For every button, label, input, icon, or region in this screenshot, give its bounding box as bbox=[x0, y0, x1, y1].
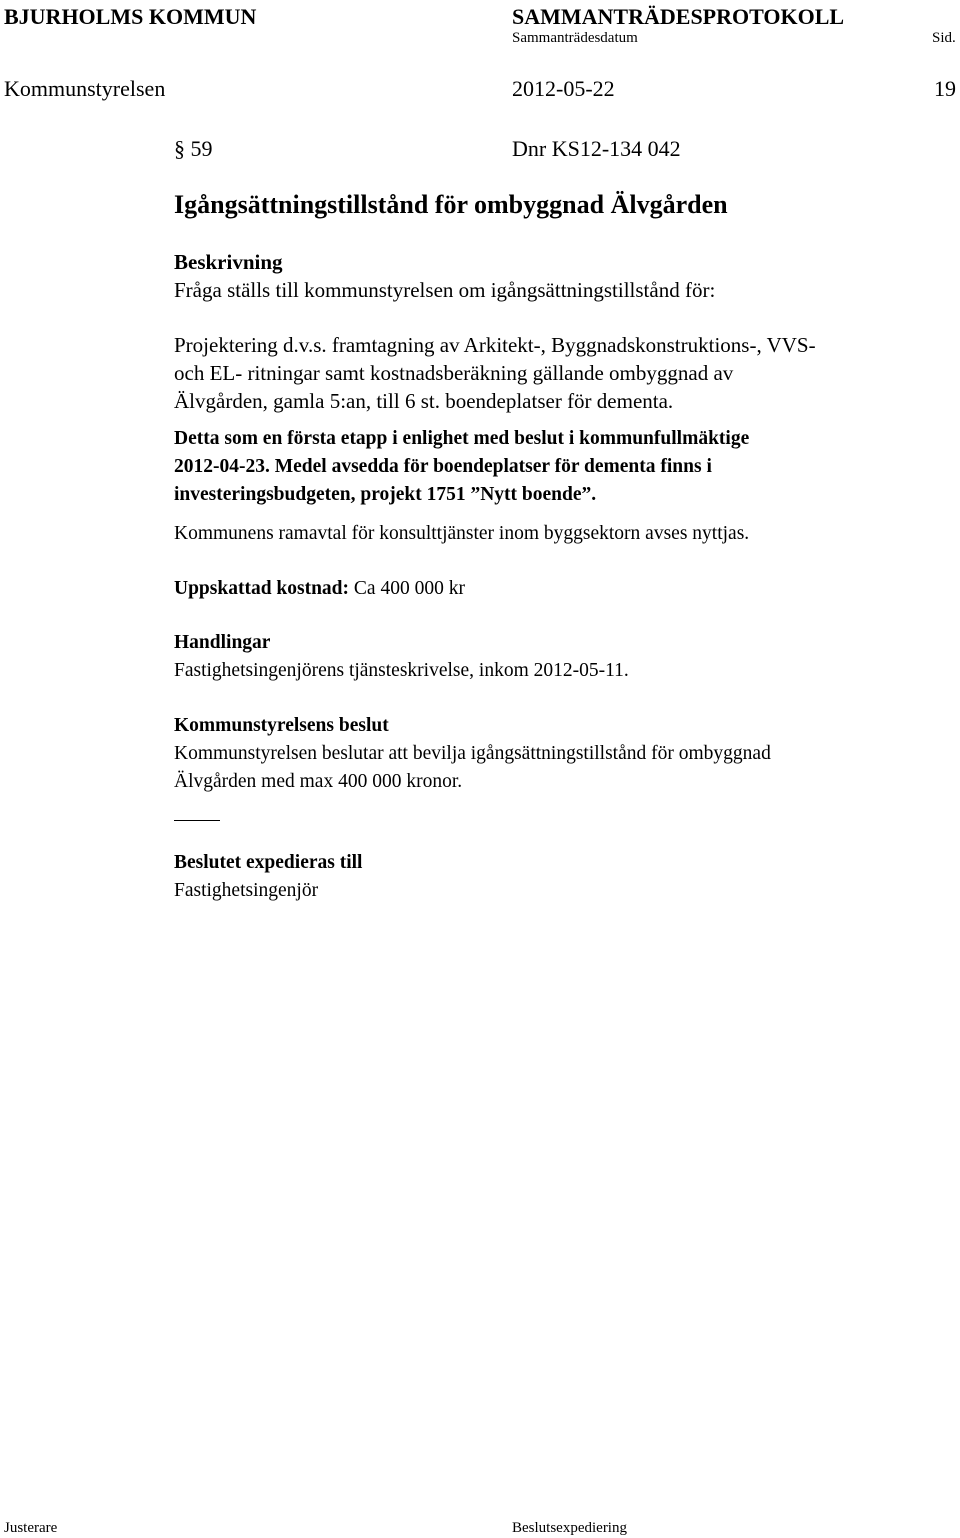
organization-name: BJURHOLMS KOMMUN bbox=[4, 4, 257, 29]
project-line-2: och EL- ritningar samt kostnadsberäkning gällande ombyggnad av bbox=[174, 361, 734, 385]
etapp-line-1: Detta som en första etapp i enlighet med beslut i kommunfullmäktige bbox=[174, 428, 750, 449]
project-line-3: Älvgården, gamla 5:an, till 6 st. boendeplatser för dementa. bbox=[174, 389, 674, 413]
document-type: SAMMANTRÄDESPROTOKOLL bbox=[512, 4, 845, 29]
beslut-line-1: Kommunstyrelsen beslutar att bevilja igångsättningstillstånd för ombyggnad bbox=[174, 743, 771, 764]
beskrivning-heading: Beskrivning bbox=[174, 250, 283, 274]
estimated-cost-value: Ca 400 000 kr bbox=[353, 578, 465, 599]
paragraph-number: § 59 bbox=[174, 136, 213, 161]
beskrivning-intro: Fråga ställs till kommunstyrelsen om igångsättningstillstånd för: bbox=[174, 278, 716, 302]
footer-beslutsexpediering: Beslutsexpediering bbox=[512, 1520, 627, 1536]
ramavtal-text: Kommunens ramavtal för konsulttjänster inom byggsektorn avses nyttjas. bbox=[174, 523, 750, 544]
etapp-line-3: investeringsbudgeten, projekt 1751 ”Nytt boende”. bbox=[174, 484, 597, 505]
etapp-line-2: 2012-04-23. Medel avsedda för boendeplatser för dementa finns i bbox=[174, 456, 712, 477]
handlingar-heading: Handlingar bbox=[174, 632, 271, 653]
meeting-date: 2012-05-22 bbox=[512, 76, 615, 101]
diary-number: Dnr KS12-134 042 bbox=[512, 136, 681, 161]
expediering-recipient: Fastighetsingenjör bbox=[174, 880, 319, 901]
divider-line bbox=[174, 820, 220, 821]
beslut-line-2: Älvgården med max 400 000 kronor. bbox=[174, 771, 463, 792]
expediering-heading: Beslutet expedieras till bbox=[174, 852, 363, 873]
item-title: Igångsättningstillstånd för ombyggnad Älvgården bbox=[174, 190, 728, 219]
footer-justerare: Justerare bbox=[4, 1520, 58, 1536]
meeting-date-label: Sammanträdesdatum bbox=[512, 30, 638, 46]
beslut-heading: Kommunstyrelsens beslut bbox=[174, 715, 389, 736]
project-line-1: Projektering d.v.s. framtagning av Arkitekt-, Byggnadskonstruktions-, VVS- bbox=[174, 333, 816, 357]
committee-name: Kommunstyrelsen bbox=[4, 76, 166, 101]
estimated-cost bbox=[174, 578, 465, 600]
handlingar-text: Fastighetsingenjörens tjänsteskrivelse, inkom 2012-05-11. bbox=[174, 660, 629, 681]
page-label: Sid. bbox=[932, 30, 956, 46]
estimated-cost-label: Uppskattad kostnad: bbox=[174, 578, 350, 599]
page-number: 19 bbox=[934, 76, 956, 101]
